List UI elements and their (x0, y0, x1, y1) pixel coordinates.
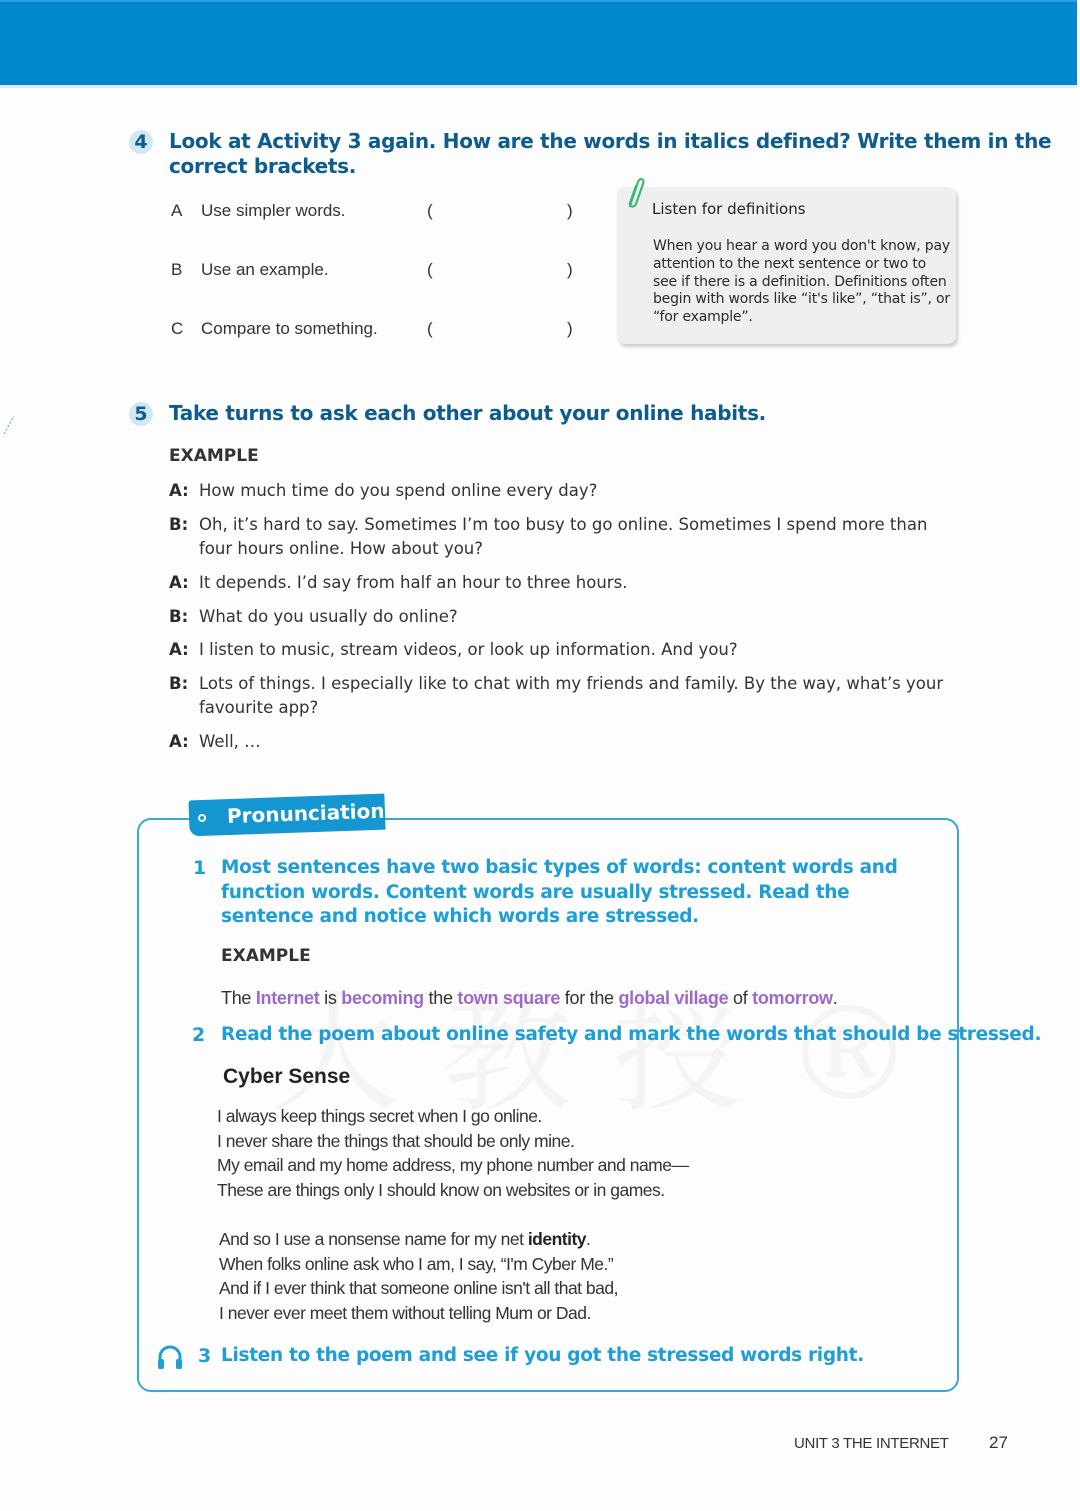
pron-item-3-number: 3 (198, 1345, 212, 1367)
activity-5-title: Take turns to ask each other about your online habits. (169, 401, 766, 425)
stressed-word: tomorrow (752, 988, 833, 1008)
bracket-close: ) (567, 260, 573, 279)
poem-line: I never share the things that should be only mine. (217, 1130, 575, 1151)
pron-example-label: EXAMPLE (221, 946, 311, 966)
unstressed-text: for the (560, 988, 619, 1008)
activity-4-title-line2: correct brackets. (169, 154, 357, 178)
poem-text: And so I use a nonsense name for my net (219, 1229, 528, 1249)
bracket-close: ) (567, 201, 573, 220)
pronunciation-tab-label: Pronunciation (226, 798, 385, 829)
headphones-icon[interactable] (156, 1343, 184, 1371)
stressed-word: town square (457, 988, 561, 1008)
example-sentence (221, 988, 837, 1009)
bracket-open[interactable]: ( (427, 260, 433, 279)
dialogue-text: It depends. I’d say from half an hour to three hours. (199, 573, 628, 592)
speaker-label: B: (169, 607, 189, 626)
poem-line: And if I ever think that someone online isn't all that bad, (219, 1278, 618, 1299)
speaker-label: A: (169, 573, 189, 592)
pron-item-3-text: Listen to the poem and see if you got the stressed words right. (221, 1345, 864, 1366)
poem-title: Cyber Sense (223, 1065, 351, 1088)
example-label: EXAMPLE (169, 446, 259, 466)
dialogue-text: I listen to music, stream videos, or look up information. And you? (199, 640, 738, 659)
poem-line: When folks online ask who I am, I say, “I'm Cyber Me.” (219, 1253, 614, 1274)
circle-icon (198, 814, 206, 822)
stressed-word: Internet (255, 988, 320, 1008)
pron-item-2-text: Read the poem about online safety and mark the words that should be stressed. (221, 1024, 1042, 1045)
poem-bold-word: identity (527, 1229, 587, 1249)
pron-item-1-number: 1 (193, 857, 207, 879)
activity-4-number: 4 (129, 130, 153, 154)
footer-unit-label: UNIT 3 THE INTERNET (794, 1435, 949, 1452)
dialogue-text: What do you usually do online? (199, 607, 458, 626)
pronunciation-tab (188, 794, 385, 837)
poem-line: My email and my home address, my phone number and name— (217, 1155, 689, 1176)
speaker-label: A: (169, 640, 189, 659)
option-letter: A (171, 201, 183, 220)
bracket-close: ) (567, 319, 573, 338)
tip-body: When you hear a word you don't know, pay attention to the next sentence or two to see if there is a definition. Definitions often begin with words like “it's like”, “that is”, or “for example”. (653, 238, 950, 326)
pron-item-2-number: 2 (192, 1024, 206, 1046)
dialogue-text: Well, … (199, 732, 261, 751)
paperclip-icon (622, 176, 646, 210)
unstressed-text: the (423, 988, 458, 1008)
option-text: Use an example. (201, 260, 329, 279)
unstressed-text: of (728, 988, 753, 1008)
poem-line: I always keep things secret when I go online. (217, 1106, 542, 1126)
bracket-open[interactable]: ( (427, 201, 433, 220)
stressed-word: becoming (341, 988, 424, 1008)
option-text: Use simpler words. (201, 201, 346, 220)
poem-line: I never ever meet them without telling Mum or Dad. (219, 1302, 591, 1323)
tip-title: Listen for definitions (652, 200, 806, 218)
activity-5-number: 5 (129, 402, 153, 426)
activity-4-title-line1: Look at Activity 3 again. How are the words in italics defined? Write them in the (169, 129, 1052, 153)
dialogue-text: Lots of things. I especially like to chat with my friends and family. By the way, what’s your favourite app? (199, 674, 944, 717)
stressed-word: global village (618, 988, 729, 1008)
margin-mark (2, 412, 16, 436)
dialogue-text: How much time do you spend online every day? (199, 481, 598, 500)
unstressed-text: The (221, 988, 256, 1008)
dialogue-text: Oh, it’s hard to say. Sometimes I’m too busy to go online. Sometimes I spend more than four hours online. How about you? (199, 515, 928, 558)
speaker-label: A: (169, 732, 189, 751)
poem-line (219, 1227, 618, 1252)
speaker-label: B: (169, 674, 189, 693)
speaker-label: A: (169, 481, 189, 500)
option-letter: C (171, 319, 184, 338)
header-bar-shadow (0, 85, 1077, 88)
poem-text: . (586, 1229, 591, 1249)
unstressed-text: . (832, 988, 838, 1008)
bracket-open[interactable]: ( (427, 319, 433, 338)
header-bar (0, 0, 1077, 85)
option-letter: B (171, 260, 183, 279)
unstressed-text: is (319, 988, 342, 1008)
page-number: 27 (989, 1433, 1008, 1452)
poem-stanza-2 (219, 1227, 618, 1325)
option-text: Compare to something. (201, 319, 378, 338)
poem-line: These are things only I should know on websites or in games. (217, 1179, 665, 1200)
poem-stanza-1 (217, 1104, 689, 1202)
pron-item-1-text: Most sentences have two basic types of words: content words and function words. Content words are usually stressed. Read the sentence and notice which words are stressed. (221, 857, 898, 927)
speaker-label: B: (169, 515, 189, 534)
